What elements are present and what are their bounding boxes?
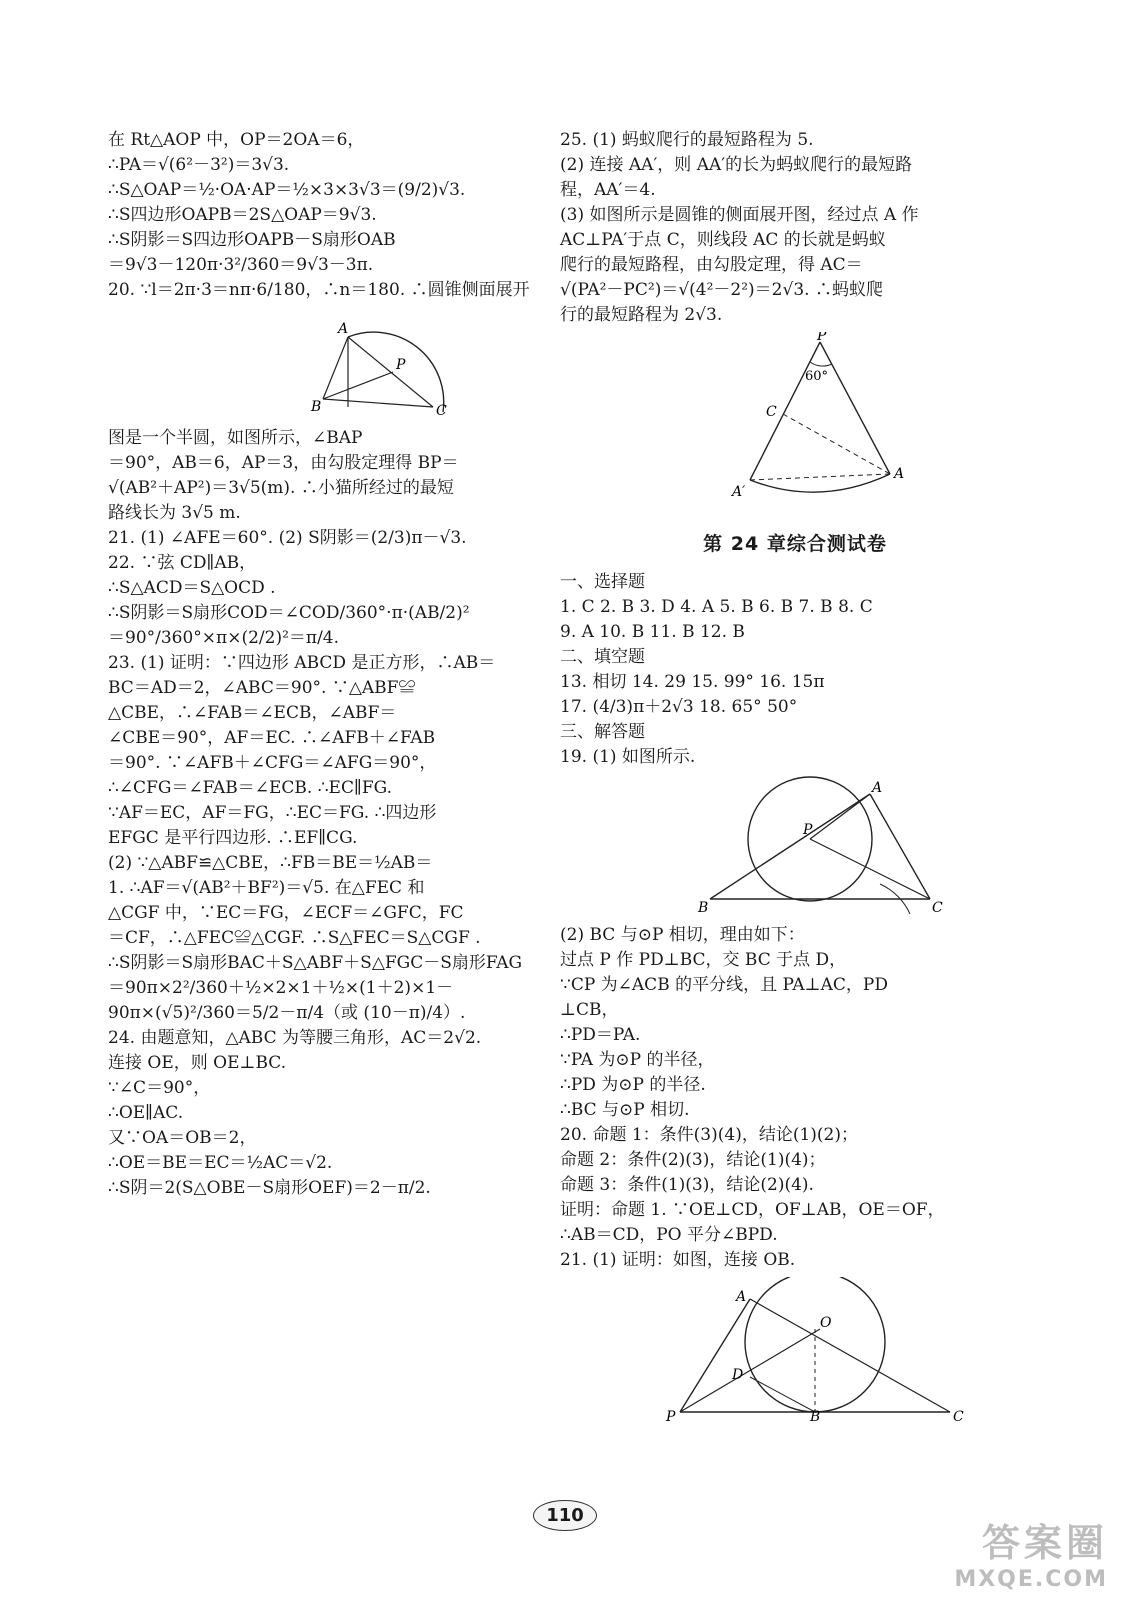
text-line: ∵CP 为∠ACB 的平分线，且 PA⊥AC，PD [560,975,888,995]
text-line: 19. (1) 如图所示. [560,747,696,767]
label-A: A [872,780,883,796]
text-line: 21. (1) 证明：如图，连接 OB. [560,1250,796,1270]
text-line: ∴S阴＝2(S△OBE－S扇形OEF)＝2－π/2. [108,1178,431,1198]
left-column [108,128,538,1201]
text-line: ⊥CB， [560,1000,619,1020]
text-line: ∴S△OAP＝½·OA·AP＝½×3×3√3＝(9/2)√3. [108,180,466,200]
text-line: 二、填空题 [560,647,645,667]
text-line: ∴∠CFG＝∠FAB＝∠ECB. ∴EC∥FG. [108,778,392,798]
label-D: D [732,1367,744,1383]
text-line: ∴S阴影＝S扇形BAC＋S△ABF＋S△FGC－S扇形FAG [108,953,523,973]
circle-triangle-figure [560,1277,1030,1422]
text-line: ＝90π×2²/360＋½×2×1＋½×(1＋2)×1－ [108,978,454,998]
label-C: C [953,1409,964,1422]
text-line: ∴PD＝PA. [560,1025,641,1045]
text-line: 1. C 2. B 3. D 4. A 5. B 6. B 7. B 8. C [560,597,873,617]
text-line: 路线长为 3√5 m. [108,503,241,523]
text-line: (2) ∵△ABF≌△CBE，∴FB＝BE＝½AB＝ [108,853,433,873]
cone-net-figure [560,332,1030,502]
text-line: 9. A 10. B 11. B 12. B [560,622,745,642]
label-B: B [698,900,709,914]
label-B: B [810,1409,821,1422]
text-line: ∴PD 为⊙P 的半径. [560,1075,706,1095]
watermark-logo [954,1512,1108,1592]
text-line: 23. (1) 证明：∵四边形 ABCD 是正方形，∴AB＝ [108,653,496,673]
text-line: ∵PA 为⊙P 的半径， [560,1050,715,1070]
text-line: 24. 由题意知，△ABC 为等腰三角形，AC＝2√2. [108,1028,482,1048]
page-number: 110 [533,1500,597,1531]
text-line: BC＝AD＝2，∠ABC＝90°. ∵△ABF≌ [108,678,416,698]
text-line: ∠CBE＝90°，AF＝EC. ∴∠AFB＋∠FAB [108,728,436,748]
text-line: 命题 2：条件(2)(3)，结论(1)(4)； [560,1150,826,1170]
text-line: ∴OE＝BE＝EC＝½AC＝√2. [108,1153,333,1173]
text-line: ∴PA＝√(6²－3²)＝3√3. [108,155,290,175]
text-line: (3) 如图所示是圆锥的侧面展开图，经过点 A 作 [560,205,919,225]
text-line: ∵∠C＝90°， [108,1078,211,1098]
right-column [560,128,1030,1431]
text-line: △CGF 中，∵EC＝FG，∠ECF＝∠GFC，FC [108,903,464,923]
label-C: C [766,404,777,420]
text-line: 爬行的最短路程，由勾股定理，得 AC＝ [560,255,863,275]
label-C: C [932,900,943,914]
text-line: 程，AA′＝4. [560,180,656,200]
text-line: 13. 相切 14. 29 15. 99° 16. 15π [560,672,825,692]
watermark-line2: MXQE.COM [954,1567,1108,1592]
text-line: ＝90°，AB＝6，AP＝3，由勾股定理得 BP＝ [108,453,459,473]
text-line: 一、选择题 [560,572,645,592]
text-line: √(PA²－PC²)＝√(4²－2²)＝2√3. ∴蚂蚁爬 [560,280,883,300]
watermark-line1: 答案圈 [981,1521,1108,1565]
text-line: 图是一个半圆，如图所示，∠BAP [108,428,363,448]
text-line: 三、解答题 [560,722,645,742]
label-A-prime: A′ [732,484,746,500]
text-line: 在 Rt△AOP 中，OP＝2OA＝6， [108,130,365,150]
text-line: 25. (1) 蚂蚁爬行的最短路程为 5. [560,130,814,150]
page-number-badge [510,1500,620,1531]
text-line: ∴OE∥AC. [108,1103,184,1123]
text-line: 又∵OA＝OB＝2， [108,1128,257,1148]
text-line: ∴S△ACD＝S△OCD . [108,578,276,598]
text-line: EFGC 是平行四边形. ∴EF∥CG. [108,828,358,848]
text-line: (2) 连接 AA′，则 AA′的长为蚂蚁爬行的最短路 [560,155,913,175]
text-line: (2) BC 与⊙P 相切，理由如下： [560,925,805,945]
chapter-title: 第 24 章综合测试卷 [703,533,887,555]
label-P: P [803,822,813,838]
label-A: A [736,1289,747,1305]
text-line: ＝CF，∴△FEC≌△CGF. ∴S△FEC＝S△CGF . [108,928,481,948]
text-line: 90π×(√5)²/360＝5/2－π/4（或 (10－π)/4）. [108,1003,466,1023]
label-A: A [894,466,905,482]
circle-tangent-figure [560,774,1030,914]
text-line: √(AB²＋AP²)＝3√5(m). ∴小猫所经过的最短 [108,478,454,498]
label-P: P [666,1409,676,1422]
label-A: A [338,321,349,337]
text-line: 20. 命题 1：条件(3)(4)，结论(1)(2)； [560,1125,858,1145]
text-line: ∴S阴影＝S扇形COD＝∠COD/360°·π·(AB/2)² [108,603,470,623]
semicircle-figure [108,307,538,417]
text-line: △CBE，∴∠FAB＝∠ECB，∠ABF＝ [108,703,397,723]
text-line: 证明：命题 1. ∵OE⊥CD，OF⊥AB，OE＝OF， [560,1200,945,1220]
text-line: 20. ∵l＝2π·3＝nπ·6/180，∴n＝180. ∴圆锥侧面展开 [108,280,530,300]
label-P: P [817,332,827,344]
text-line: ∵AF＝EC，AF＝FG，∴EC＝FG. ∴四边形 [108,803,437,823]
text-line: ∴AB＝CD，PO 平分∠BPD. [560,1225,778,1245]
label-B: B [311,399,322,415]
label-C: C [436,403,447,417]
text-line: ∴S四边形OAPB＝2S△OAP＝9√3. [108,205,377,225]
label-O: O [820,1315,832,1331]
text-line: ∴BC 与⊙P 相切. [560,1100,690,1120]
label-P: P [396,357,406,373]
text-line: ∴S阴影＝S四边形OAPB－S扇形OAB [108,230,396,250]
angle-label: 60° [805,369,829,384]
text-line: 22. ∵弦 CD∥AB， [108,553,257,573]
text-line: 过点 P 作 PD⊥BC，交 BC 于点 D， [560,950,847,970]
text-line: AC⊥PA′于点 C，则线段 AC 的长就是蚂蚁 [560,230,886,250]
text-line: 21. (1) ∠AFE＝60°. (2) S阴影＝(2/3)π－√3. [108,528,467,548]
text-line: 17. (4/3)π＋2√3 18. 65° 50° [560,697,798,717]
text-line: ＝9√3－120π·3²/360＝9√3－3π. [108,255,374,275]
text-line: ＝90°/360°×π×(2/2)²＝π/4. [108,628,340,648]
text-line: 命题 3：条件(1)(3)，结论(2)(4). [560,1175,814,1195]
text-line: ＝90°. ∵∠AFB＋∠CFG＝∠AFG＝90°， [108,753,437,773]
text-line: 行的最短路程为 2√3. [560,305,723,325]
text-line: 1. ∴AF＝√(AB²＋BF²)＝√5. 在△FEC 和 [108,878,425,898]
text-line: 连接 OE，则 OE⊥BC. [108,1053,287,1073]
